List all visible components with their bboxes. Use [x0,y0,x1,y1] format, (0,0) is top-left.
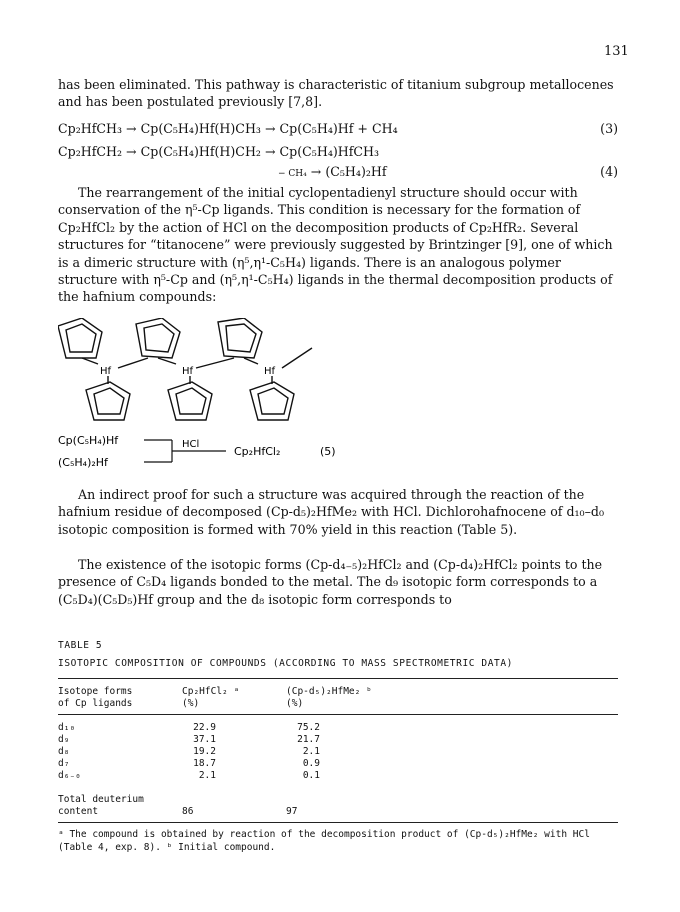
table-total-label-line-2: content [58,806,99,817]
equation-4-line-1 [58,144,618,162]
reagent-label: HCl [182,439,200,450]
table-total-label [58,794,144,818]
equation-3-number: (3) [600,121,618,136]
table-cell-a: 2.1 [198,770,216,781]
table-cell-b: 0.9 [302,758,320,769]
table-header-col-3-line-1: (Cp-d₅)₂HfMe₂ ᵇ [286,686,372,697]
table-total-label-line-1: Total deuterium [58,794,144,805]
paragraph-4: The existence of the isotopic forms (Cp-d₄₋₅)₂HfCl₂ and (Cp-d₄)₂HfCl₂ points to the presence of C₅D₄ ligands bonded to the metal. The d₉ isotopic form corresponds to a (C₅D₄)(C₅D₅)Hf group and the d₈ isotopic form corresponds to [58,557,603,607]
paragraph-3: An indirect proof for such a structure was acquired through the reaction of the hafnium residue of decomposed (Cp-d₅)₂HfMe₂ with HCl. Dichlorohafnocene of d₁₀–d₀ isotopic composition is formed with 70% yield in this reaction (Table 5). [58,487,605,537]
table-cell-form: d₇ [58,758,70,769]
table-header-col-1-line-2: of Cp ligands [58,698,133,709]
equation-3 [58,121,618,139]
table-cell-b: 0.1 [302,770,320,781]
product-label: Cp₂HfCl₂ [234,445,281,458]
equation-3-expression: Cp₂HfCH₃ → Cp(C₅H₄)Hf(H)CH₃ → Cp(C₅H₄)Hf + CH₄ [58,121,398,136]
table-header-col-3 [286,686,372,710]
table-total-a: 86 [182,806,194,817]
table-label: TABLE 5 [58,640,103,651]
reactant-1: Cp(C₅H₄)Hf [58,434,119,447]
table-total-b: 97 [286,806,298,817]
equation-5-number: (5) [320,445,336,458]
table-cell-a: 19.2 [193,746,216,757]
polymer-structure-scheme [58,318,618,478]
table-footnote: ᵃ The compound is obtained by reaction of the decomposition product of (Cp-d₅)₂HfMe₂ with HCl (Table 4, exp. 8). ᵇ Initial compound. [58,829,590,853]
hf-label-2: Hf [182,366,194,377]
table-header-col-3-line-2: (%) [286,698,304,709]
top-ring-3 [218,318,262,358]
table-header-col-1 [58,686,132,710]
paragraph-2: The rearrangement of the initial cyclopentadienyl structure should occur with conservation of the η⁵-Cp ligands. This condition is necessary for the formation of Cp₂HfCl₂ by the action of HCl on the decomposition products of Cp₂HfR₂. Several structures for “titanocene” were previously suggested by Brintzinger [9], one of which is a dimeric structure with (η⁵,η¹-C₅H₄) ligands. There is an analogous polymer structure with η⁵-Cp and (η⁵,η¹-C₅H₄) ligands in the thermal decomposition products of the hafnium compounds: [58,185,613,305]
reactant-2: (C₅H₄)₂Hf [58,456,108,469]
top-ring-1 [58,318,102,358]
table-cell-b: 21.7 [297,734,320,745]
table-cell-b: 2.1 [302,746,320,757]
table-header-col-2 [182,686,239,710]
table-cell-b: 75.2 [297,722,320,733]
table-header-col-2-line-1: Cp₂HfCl₂ ᵃ [182,686,240,697]
top-ring-2 [136,318,180,358]
table-bottom-rule [58,822,618,823]
table-header-col-1-line-1: Isotope forms [58,686,133,697]
table-header-col-2-line-2: (%) [182,698,200,709]
equation-4-arrow-label: − CH₄ [278,169,307,179]
table-cell-form: d₁₀ [58,722,76,733]
bottom-ring-2 [168,376,212,420]
table-cell-a: 18.7 [193,758,216,769]
equation-4-product: (C₅H₄)₂Hf [325,164,387,179]
hf-label-1: Hf [100,366,112,377]
page-number: 131 [604,44,629,59]
equation-4-number: (4) [600,164,618,179]
table-header-rule [58,714,618,715]
table-cell-a: 37.1 [193,734,216,745]
table-top-rule [58,678,618,679]
equation-4-continuation [278,164,387,179]
equation-4-expression: Cp₂HfCH₂ → Cp(C₅H₄)Hf(H)CH₂ → Cp(C₅H₄)HfCH₃ [58,144,380,159]
bottom-ring-3 [250,376,294,420]
table-cell-form: d₈ [58,746,70,757]
equation-4-line-2 [58,164,618,182]
table-cell-form: d₉ [58,734,70,745]
bottom-ring-1 [86,376,130,420]
arrow-icon: → [310,164,326,179]
table-cell-form: d₆₋₀ [58,770,81,781]
table-title: ISOTOPIC COMPOSITION OF COMPOUNDS (ACCORDING TO MASS SPECTROMETRIC DATA) [58,658,514,669]
hf-label-3: Hf [264,366,276,377]
table-cell-a: 22.9 [193,722,216,733]
paragraph-1: has been eliminated. This pathway is characteristic of titanium subgroup metallocenes and has been postulated previously [7,8]. [58,77,614,110]
